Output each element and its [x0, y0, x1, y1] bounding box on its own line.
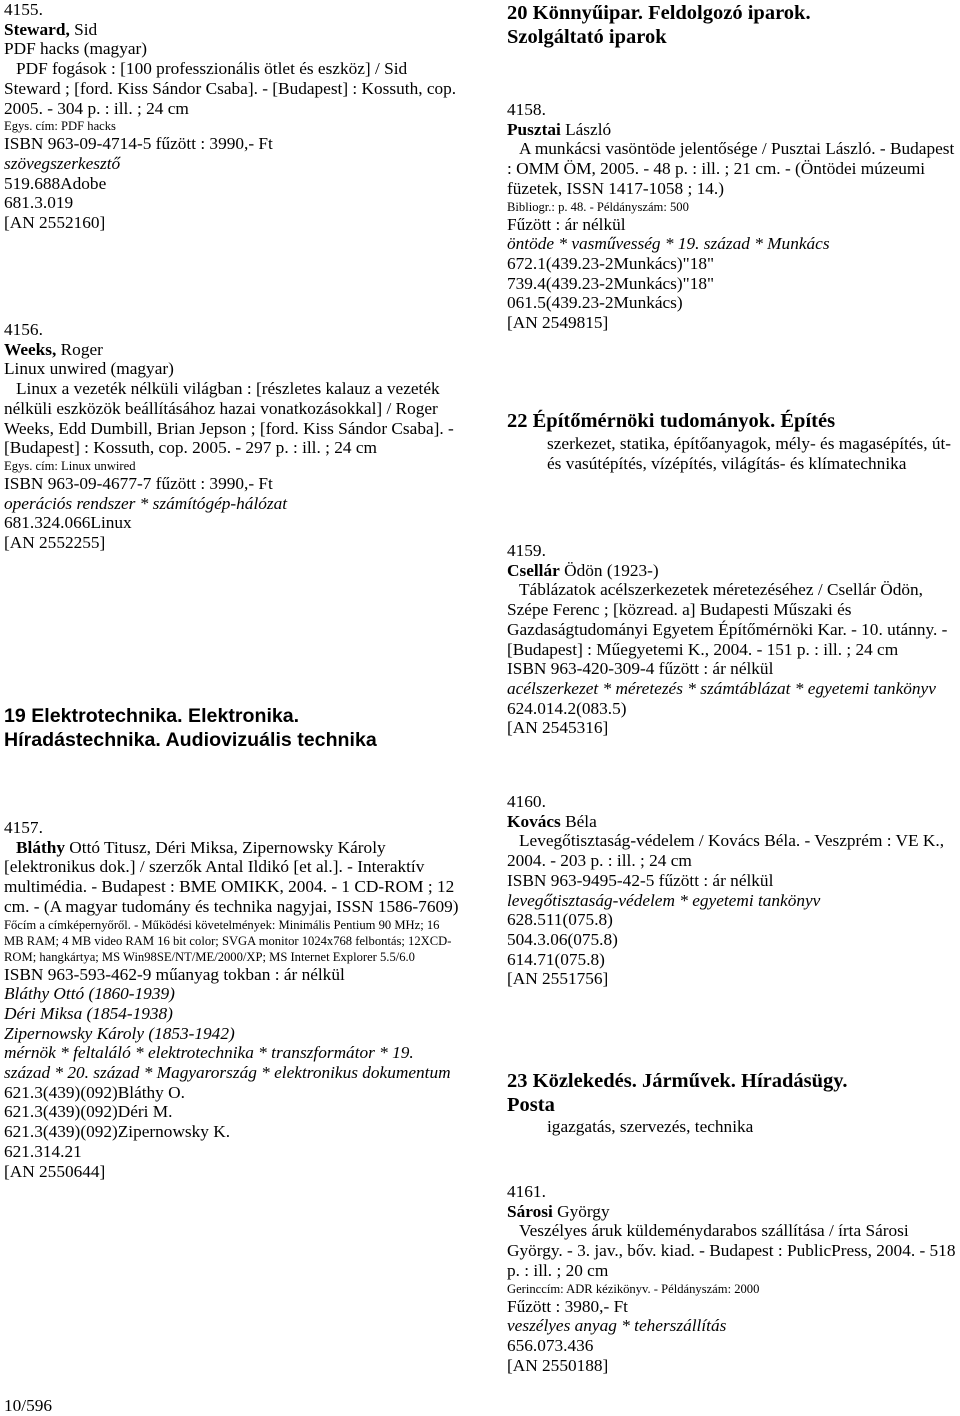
author-surname: Pusztai — [507, 119, 561, 139]
entry-an: [AN 2549815] — [507, 313, 609, 333]
entry-code: 672.1(439.23-2Munkács)"18" — [507, 253, 715, 273]
author-surname: Kovács — [507, 811, 561, 831]
entry-subject: Déri Miksa (1854-1938) — [4, 1003, 173, 1023]
section-heading-19 — [4, 705, 460, 752]
entry-isbn: Fűzött : ár nélkül — [507, 214, 626, 234]
author-surname: Sárosi — [507, 1201, 553, 1221]
entry-4156 — [4, 320, 460, 553]
author-surname: Bláthy — [16, 837, 65, 857]
entry-subject: operációs rendszer * számítógép-hálózat — [4, 493, 288, 513]
entry-code: 621.3(439)(092)Bláthy O. — [4, 1082, 185, 1102]
entry-number: 4159. — [507, 541, 546, 560]
entry-note: Egys. cím: Linux unwired — [4, 458, 136, 473]
entry-body: Veszélyes áruk küldeménydarabos szállítása / írta Sárosi György. - 3. jav., bőv. kiad. - Budapest : PublicPress, 2004. - 518 p. : ill. ; 20 cm — [507, 1221, 956, 1280]
entry-author — [507, 1202, 956, 1222]
entry-number: 4161. — [507, 1182, 546, 1201]
page-number: 10/596 — [4, 1396, 53, 1415]
entry-body: [elektronikus dok.] / szerzők Antal Ildikó [et al.]. - Interaktív multimédia. - Budapest : BME OMIKK, 2004. - 1 CD-ROM ; 12 cm. - (A magyar tudomány és technika nagyjai, ISSN 1586-7609) — [4, 857, 459, 916]
entry-author — [507, 812, 956, 832]
author-given: Béla — [560, 811, 597, 831]
entry-body: Levegőtisztaság-védelem / Kovács Béla. - Veszprém : VE K., 2004. - 203 p. : ill. ; 24 cm — [507, 831, 945, 871]
entry-subject: Zipernowsky Károly (1853-1942) — [4, 1023, 235, 1043]
section-heading-line: 20 Könnyűipar. Feldolgozó iparok. — [507, 2, 811, 24]
author-given: László — [560, 119, 612, 139]
section-heading-line: Posta — [507, 1093, 555, 1116]
entry-author — [4, 340, 460, 360]
entry-an: [AN 2550644] — [4, 1161, 106, 1181]
entry-subject: öntöde * vasművesség * 19. század * Munkács — [507, 234, 830, 254]
section-heading-22 — [507, 410, 956, 475]
entry-an: [AN 2545316] — [507, 718, 609, 738]
entry-code: 519.688Adobe — [4, 173, 107, 193]
author-given: György — [552, 1201, 610, 1221]
entry-subject: levegőtisztaság-védelem * egyetemi tankönyv — [507, 890, 821, 910]
entry-note: Bibliogr.: p. 48. - Példányszám: 500 — [507, 199, 689, 214]
entry-an: [AN 2551756] — [507, 969, 609, 989]
section-heading-line: Szolgáltató iparok — [507, 25, 667, 48]
entry-4158 — [507, 100, 956, 333]
entry-code: 614.71(075.8) — [507, 949, 605, 969]
entry-subject: szövegszerkesztő — [4, 153, 121, 173]
entry-author — [507, 561, 956, 581]
entry-4161 — [507, 1182, 956, 1375]
uniform-title: PDF hacks (magyar) — [4, 39, 148, 59]
entry-note: Egys. cím: PDF hacks — [4, 119, 116, 134]
author-surname: Weeks, — [4, 339, 57, 359]
entry-number: 4156. — [4, 320, 43, 339]
entry-code: 621.3(439)(092)Déri M. — [4, 1102, 173, 1122]
entry-code: 656.073.436 — [507, 1335, 594, 1355]
entry-note: Gerinccím: ADR kézikönyv. - Példányszám: 2000 — [507, 1281, 760, 1296]
author-surname: Csellár — [507, 560, 560, 580]
entry-author — [507, 120, 956, 140]
entry-subject: mérnök * feltaláló * elektrotechnika * transzformátor * 19. század * 20. század * Magyarország * elektronikus dokumentum — [4, 1043, 451, 1083]
entry-an: [AN 2552160] — [4, 213, 106, 233]
entry-note: Főcím a címképernyőről. - Működési követelmények: Minimális Pentium 90 MHz; 16 MB RAM; 4 MB video RAM 16 bit color; SVGA monitor 1024x768 felbontás; 12XCD-ROM; hangkártya; MS Win98SE/NT/ME/2000/XP; MS Internet Explorer 5.5/6.0 — [4, 917, 452, 964]
uniform-title: Linux unwired (magyar) — [4, 359, 174, 379]
author-given: Roger — [56, 339, 103, 359]
entry-4160 — [507, 792, 956, 989]
entry-author — [4, 838, 460, 858]
entry-body: Táblázatok acélszerkezetek méretezéséhez / Csellár Ödön, Szépe Ferenc ; [közread. a] Budapesti Műszaki és Gazdaságtudományi Egyetem Építőmérnöki Kar. - 10. utánny. - [Budapest] : Műegyetemi K., 2004. - 151 p. : ill. ; 24 cm — [507, 580, 948, 659]
entry-number: 4157. — [4, 818, 43, 837]
entry-isbn: ISBN 963-09-4677-7 fűzött : 3990,- Ft — [4, 473, 273, 493]
entry-an: [AN 2552255] — [4, 533, 106, 553]
entry-code: 739.4(439.23-2Munkács)"18" — [507, 273, 715, 293]
entry-isbn: ISBN 963-09-4714-5 fűzött : 3990,- Ft — [4, 134, 273, 154]
entry-code: 621.3(439)(092)Zipernowsky K. — [4, 1122, 231, 1142]
entry-isbn: Fűzött : 3980,- Ft — [507, 1296, 628, 1316]
entry-number: 4160. — [507, 792, 546, 811]
section-heading-line: 19 Elektrotechnika. Elektronika. — [4, 705, 300, 727]
author-given: Ödön (1923-) — [559, 560, 659, 580]
entry-4155 — [4, 0, 460, 233]
entry-code: 061.5(439.23-2Munkács) — [507, 293, 683, 313]
author-given: Sid — [69, 19, 98, 39]
entry-body: Linux a vezeték nélküli világban : [részletes kalauz a vezeték nélküli eszközök beállításához hazai vonatkozásokkal] / Roger Weeks, Edd Dumbill, Brian Jepson ; [ford. Kiss Sándor Csaba]. - [Budapest] : Kossuth, cop. 2005. - 297 p. : ill. ; 24 cm — [4, 379, 454, 458]
entry-number: 4158. — [507, 100, 546, 119]
author-given: Ottó Titusz, Déri Miksa, Zipernowsky Károly — [64, 837, 386, 857]
entry-code: 628.511(075.8) — [507, 910, 613, 930]
entry-isbn: ISBN 963-420-309-4 fűzött : ár nélkül — [507, 659, 774, 679]
section-heading-line: 22 Építőmérnöki tudományok. Építés — [507, 410, 836, 432]
section-subheading: szerkezet, statika, építőanyagok, mély- és magasépítés, út- és vasútépítés, vízépítés, világítás- és klímatechnika — [547, 433, 952, 473]
entry-isbn: ISBN 963-593-462-9 műanyag tokban : ár nélkül — [4, 964, 345, 984]
section-heading-23 — [507, 1070, 956, 1138]
section-heading-line: 23 Közlekedés. Járművek. Híradásügy. — [507, 1070, 848, 1092]
entry-code: 681.324.066Linux — [4, 513, 132, 533]
entry-subject: veszélyes anyag * teherszállítás — [507, 1316, 727, 1336]
entry-code: 624.014.2(083.5) — [507, 698, 627, 718]
entry-4157 — [4, 818, 460, 1181]
entry-subject: acélszerkezet * méretezés * számtáblázat * egyetemi tankönyv — [507, 678, 936, 698]
entry-4159 — [507, 541, 956, 738]
section-heading-20 — [507, 2, 956, 49]
section-heading-line: Híradástechnika. Audiovizuális technika — [4, 728, 377, 751]
section-subheading: igazgatás, szervezés, technika — [547, 1117, 754, 1136]
entry-body: PDF fogások : [100 professzionális ötlet és eszköz] / Sid Steward ; [ford. Kiss Sándor Csaba]. - [Budapest] : Kossuth, cop. 2005. - 304 p. : ill. ; 24 cm — [4, 59, 457, 118]
entry-number: 4155. — [4, 0, 43, 19]
entry-isbn: ISBN 963-9495-42-5 fűzött : ár nélkül — [507, 870, 774, 890]
author-surname: Steward, — [4, 19, 70, 39]
entry-author — [4, 20, 460, 40]
entry-code: 621.314.21 — [4, 1141, 82, 1161]
entry-body: A munkácsi vasöntöde jelentősége / Pusztai László. - Budapest : OMM ÖM, 2005. - 48 p. : ill. ; 21 cm. - (Öntödei múzeumi füzetek, ISSN 1417-1058 ; 14.) — [507, 139, 955, 198]
entry-subject: Bláthy Ottó (1860-1939) — [4, 984, 175, 1004]
entry-code: 504.3.06(075.8) — [507, 929, 618, 949]
entry-an: [AN 2550188] — [507, 1355, 609, 1375]
entry-code: 681.3.019 — [4, 193, 74, 213]
